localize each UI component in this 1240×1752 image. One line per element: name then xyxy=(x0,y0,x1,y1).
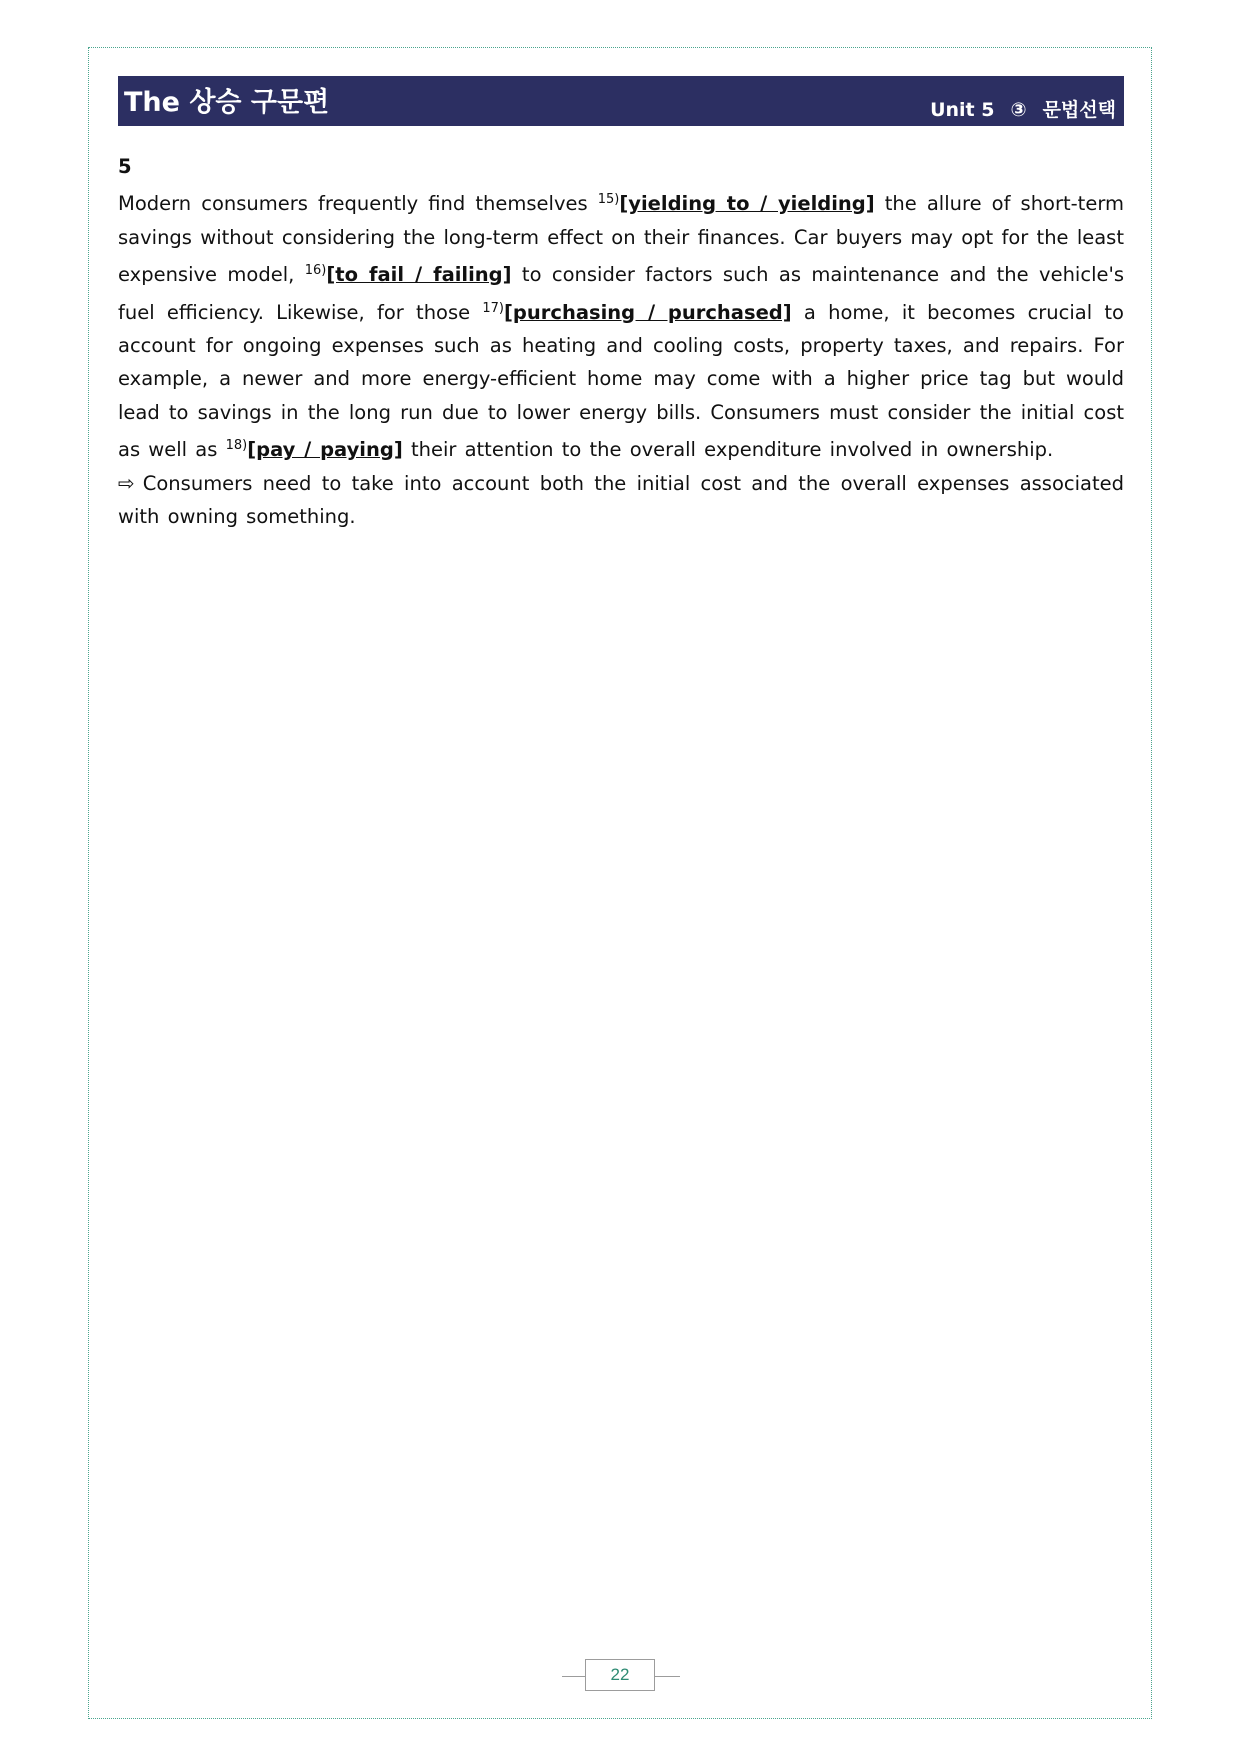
footer-line-right xyxy=(654,1676,680,1677)
passage-text: the allure of short-term savings without considering the long-term effect on their finances. Car buyers may opt for the least expensive model, xyxy=(118,192,1124,287)
summary xyxy=(118,467,1124,534)
unit-number: Unit 5 xyxy=(930,99,995,121)
header-bar xyxy=(118,76,1124,126)
choice-16: [to fail / failing] xyxy=(326,263,512,287)
passage-text: their attention to the overall expenditure involved in ownership. xyxy=(402,438,1054,462)
passage xyxy=(118,183,1124,466)
choice-15: [yielding to / yielding] xyxy=(619,192,875,216)
section-number: ③ xyxy=(1010,99,1027,121)
choice-18: [pay / paying] xyxy=(247,438,403,462)
choice-17: [purchasing / purchased] xyxy=(504,300,792,324)
question-marker-16: 16) xyxy=(304,263,327,279)
arrow-right-icon: ⇨ xyxy=(118,470,135,495)
unit-label xyxy=(930,95,1116,122)
passage-text: Modern consumers frequently find themselves xyxy=(118,192,598,216)
question-marker-15: 15) xyxy=(597,192,620,208)
summary-text: Consumers need to take into account both the initial cost and the overall expenses associated with owning something. xyxy=(118,471,1124,529)
passage-text: a home, it becomes crucial to account for ongoing expenses such as heating and cooling costs, property taxes, and repairs. For example, a newer and more energy-efficient home may come with a higher price tag but would lead to savings in the long run due to lower energy bills. Consumers must consider the initial cost as well as xyxy=(118,300,1124,462)
footer-line-left xyxy=(562,1676,586,1677)
question-number: 5 xyxy=(118,155,132,178)
question-marker-18: 18) xyxy=(225,438,248,454)
book-title: The 상승 구문편 xyxy=(124,87,330,118)
question-marker-17: 17) xyxy=(482,300,505,316)
passage-text: to consider factors such as maintenance and the vehicle's fuel efficiency. Likewise, for those xyxy=(118,263,1125,324)
section-name: 문법선택 xyxy=(1042,99,1116,121)
page-number: 22 xyxy=(585,1659,655,1691)
content xyxy=(118,150,1124,533)
